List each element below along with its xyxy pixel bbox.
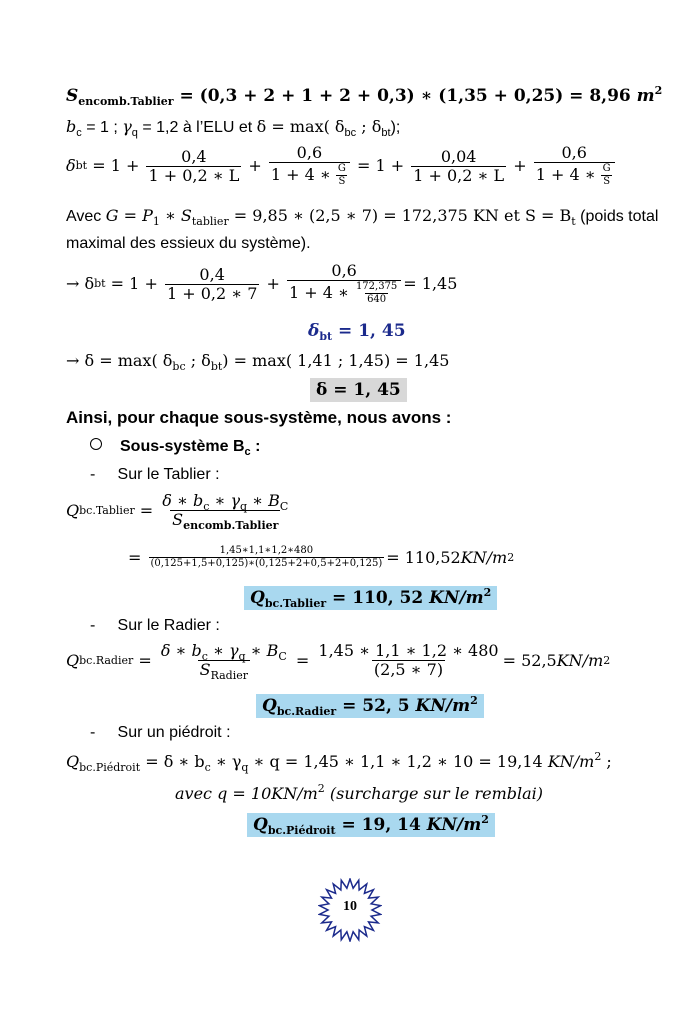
q-piedroit-result: $Q_{bc.Piédroit} = 19$, 14 $KN/m^2$ [247,813,495,837]
q-tablier-numeric: = $\frac{1,45∗1,1∗1,2∗480}{(0,125+1,5+0,125)∗(0,125+2+0,5+2+0,125)}$ = 110,52 KN/m 2 [128,545,515,569]
delta-result: δ = 1, 45 [310,378,407,402]
q-tablier-result: $Q_{bc.Tablier} = 110$, 52 $KN/m^2$ [244,586,497,610]
ainsi-heading: Ainsi, pour chaque sous-système, nous avons : [66,408,452,427]
sur-radier-label: - Sur le Radier : [90,617,220,634]
circle-bullet-icon [90,438,102,450]
avec-paragraph-line1: Avec $G = P_1$ ∗ $S_{tablier} = 9,85$ ∗ (2,5 ∗ 7) = 172,375 KN et $S = B_t$ (poids total [66,206,659,228]
delta-bt-result: $\delta_{bt} = 1$, 45 [308,321,406,343]
sous-systeme-bc-heading: Sous-système $B_c$ : [90,437,260,457]
q-piedroit-formula: $Q_{bc.Piédroit} = \delta$ ∗ $b_c$ ∗ $\gamma_q$ ∗ q = 1,45 ∗ 1,1 ∗ 1,2 ∗ 10 = 19,14 $KN/m^2$ ; [66,750,612,774]
surcharge-note: avec $q = 10KN/m^2$ (surcharge sur le remblai) [175,782,544,803]
q-tablier-formula: Q bc.Tablier = $\frac{\delta ∗ b_c ∗ \gamma_q ∗ B_C}{S_{encomb.Tablier}}$ [66,491,289,532]
q-radier-result: $Q_{bc.Radier} = 52$, 5 $KN/m^2$ [256,694,484,718]
coefficients-line: $b_c = 1$ ; $\gamma_q = 1,2$ à l’ELU et δ = max( $\delta_{bc}$ ; $\delta_{bt}$); [66,117,401,139]
delta-bt-formula: δ bt = 1 + $\frac{0,4}{1 + 0,2 ∗ L}$ + 0,6 1 + 4 ∗ $\frac{G}{S}$ = 1 + $\frac{0,04}{1 + 0,2 ∗ L}$ + 0,6 1 + 4 ∗ $\frac{G}{S}$ [66,144,617,188]
delta-bt-numeric: → δ bt = 1 + $\frac{0,4}{1 + 0,2 ∗ 7}$ + 0,6 1 + 4 ∗ $\frac{172,375}{640}$ = 1,45 [66,261,458,305]
sur-tablier-label: - Sur le Tablier : [90,466,220,483]
avec-paragraph-line2: maximal des essieux du système). [66,235,311,252]
surface-tablier-line: $S_{encomb.Tablier} = (0,3 + 2 + 1 + 2 + 0,3)$ ∗ (1,35 + 0,25) = 8,96 $m^2$ [66,84,663,108]
delta-max-line: → δ = max( $\delta_{bc}$ ; $\delta_{bt}) = \max$( 1,41 ; 1,45) = 1,45 [66,351,450,373]
page-number: 10 [343,899,357,914]
q-radier-formula: Q bc.Radier = $\frac{\delta ∗ b_c ∗ \gamma_q ∗ B_C}{S_{Radier}}$ = $\frac{1,45 ∗ 1,1 ∗ 1,2 ∗ 480}{(2,5 ∗ 7)}$ = 52,5 KN/m 2 [66,641,611,682]
sur-piedroit-label: - Sur un piédroit : [90,724,231,741]
